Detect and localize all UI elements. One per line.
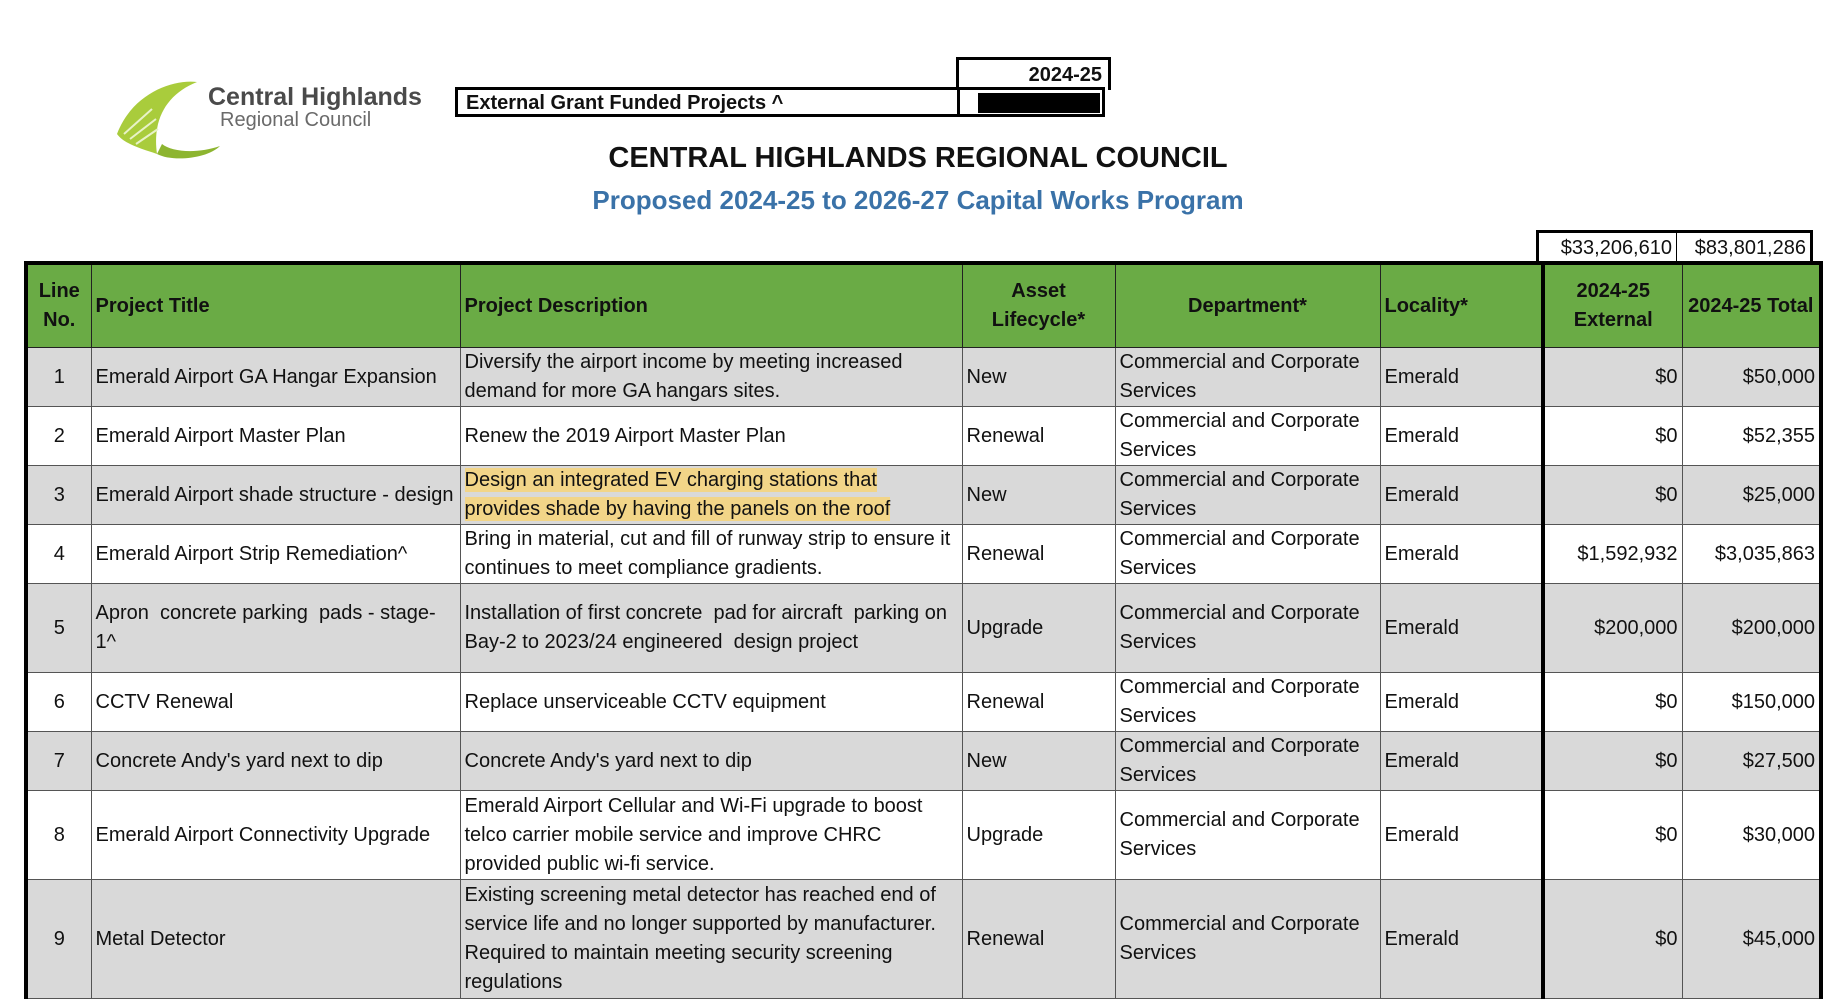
header-department: Department*: [1115, 263, 1380, 348]
cell-title: Metal Detector: [91, 880, 460, 999]
highlighted-description: Design an integrated EV charging stations that provides shade by having the panels on the roof: [464, 469, 891, 520]
table-row: [26, 791, 1821, 880]
cell-locality: Emerald: [1380, 348, 1543, 407]
header-total: 2024-25 Total: [1682, 263, 1821, 348]
cell-title: Emerald Airport GA Hangar Expansion: [91, 348, 460, 407]
cell-total: $45,000: [1682, 880, 1821, 999]
table-row: [26, 466, 1821, 525]
cell-lifecycle: Renewal: [962, 525, 1115, 584]
cell-title: Emerald Airport Strip Remediation^: [91, 525, 460, 584]
cell-title: Emerald Airport Connectivity Upgrade: [91, 791, 460, 880]
cell-total: $30,000: [1682, 791, 1821, 880]
cell-department: Commercial and Corporate Services: [1115, 348, 1380, 407]
grant-year: 2024-25: [956, 57, 1111, 90]
logo-subtitle: Regional Council: [220, 109, 372, 131]
cell-description: Concrete Andy's yard next to dip: [460, 732, 962, 791]
cell-locality: Emerald: [1380, 732, 1543, 791]
cell-lifecycle: Renewal: [962, 407, 1115, 466]
logo-name: Central Highlands: [208, 83, 422, 111]
cell-department: Commercial and Corporate Services: [1115, 466, 1380, 525]
cell-total: $200,000: [1682, 584, 1821, 673]
cell-lifecycle: Renewal: [962, 673, 1115, 732]
total-overall: $83,801,286: [1694, 237, 1806, 259]
table-row: [26, 407, 1821, 466]
cell-lifecycle: Upgrade: [962, 584, 1115, 673]
cell-description: Renew the 2019 Airport Master Plan: [460, 407, 962, 466]
grant-label: External Grant Funded Projects ^: [466, 92, 784, 114]
cell-department: Commercial and Corporate Services: [1115, 673, 1380, 732]
cell-line: 5: [26, 584, 91, 673]
cell-line: 9: [26, 880, 91, 999]
capital-works-table: [24, 261, 1823, 999]
cell-description: Diversify the airport income by meeting increased demand for more GA hangars sites.: [460, 348, 962, 407]
cell-department: Commercial and Corporate Services: [1115, 791, 1380, 880]
table-row: [26, 348, 1821, 407]
cell-locality: Emerald: [1380, 791, 1543, 880]
cell-external: $0: [1543, 407, 1682, 466]
cell-line: 8: [26, 791, 91, 880]
cell-total: $27,500: [1682, 732, 1821, 791]
cell-external: $0: [1543, 880, 1682, 999]
page-title: CENTRAL HIGHLANDS REGIONAL COUNCIL: [608, 142, 1228, 174]
cell-department: Commercial and Corporate Services: [1115, 407, 1380, 466]
cell-locality: Emerald: [1380, 673, 1543, 732]
cell-lifecycle: Upgrade: [962, 791, 1115, 880]
cell-total: $25,000: [1682, 466, 1821, 525]
header-project-description: Project Description: [460, 263, 962, 348]
cell-locality: Emerald: [1380, 466, 1543, 525]
cell-line: 1: [26, 348, 91, 407]
cell-total: $150,000: [1682, 673, 1821, 732]
grant-box: [455, 87, 1105, 117]
table-row: [26, 525, 1821, 584]
header-line-no: Line No.: [26, 263, 91, 348]
page-subtitle: Proposed 2024-25 to 2026-27 Capital Works Program: [592, 185, 1244, 215]
table-row: [26, 732, 1821, 791]
cell-lifecycle: Renewal: [962, 880, 1115, 999]
cell-total: $52,355: [1682, 407, 1821, 466]
cell-locality: Emerald: [1380, 407, 1543, 466]
total-external: $33,206,610: [1539, 233, 1677, 262]
cell-title: Emerald Airport Master Plan: [91, 407, 460, 466]
cell-external: $0: [1543, 732, 1682, 791]
redacted-cell: [978, 93, 1100, 113]
cell-title: Apron concrete parking pads - stage-1^: [91, 584, 460, 673]
cell-external: $0: [1543, 673, 1682, 732]
cell-line: 2: [26, 407, 91, 466]
cell-description: Bring in material, cut and fill of runway strip to ensure it continues to meet compliance gradients.: [460, 525, 962, 584]
cell-external: $200,000: [1543, 584, 1682, 673]
cell-total: $3,035,863: [1682, 525, 1821, 584]
table-header-row: [26, 263, 1821, 348]
cell-external: $0: [1543, 348, 1682, 407]
cell-description: Installation of first concrete pad for aircraft parking on Bay-2 to 2023/24 engineered design project: [460, 584, 962, 673]
cell-locality: Emerald: [1380, 525, 1543, 584]
header-project-title: Project Title: [91, 263, 460, 348]
cell-department: Commercial and Corporate Services: [1115, 732, 1380, 791]
table-row: [26, 584, 1821, 673]
header-external: 2024-25 External: [1543, 263, 1682, 348]
cell-external: $1,592,932: [1543, 525, 1682, 584]
cell-lifecycle: New: [962, 732, 1115, 791]
cell-department: Commercial and Corporate Services: [1115, 880, 1380, 999]
cell-line: 3: [26, 466, 91, 525]
cell-description: Existing screening metal detector has reached end of service life and no longer supported by manufacturer. Required to maintain meeting security screening regulations: [460, 880, 962, 999]
cell-line: 6: [26, 673, 91, 732]
header-locality: Locality*: [1380, 263, 1543, 348]
cell-external: $0: [1543, 466, 1682, 525]
cell-line: 4: [26, 525, 91, 584]
cell-department: Commercial and Corporate Services: [1115, 525, 1380, 584]
cell-department: Commercial and Corporate Services: [1115, 584, 1380, 673]
cell-title: Emerald Airport shade structure - design: [91, 466, 460, 525]
cell-description: Replace unserviceable CCTV equipment: [460, 673, 962, 732]
cell-line: 7: [26, 732, 91, 791]
cell-lifecycle: New: [962, 466, 1115, 525]
cell-total: $50,000: [1682, 348, 1821, 407]
totals-row: [1536, 230, 1813, 262]
header-asset-lifecycle: Asset Lifecycle*: [962, 263, 1115, 348]
cell-title: Concrete Andy's yard next to dip: [91, 732, 460, 791]
grant-divider: [957, 90, 960, 114]
cell-locality: Emerald: [1380, 880, 1543, 999]
cell-lifecycle: New: [962, 348, 1115, 407]
cell-locality: Emerald: [1380, 584, 1543, 673]
cell-title: CCTV Renewal: [91, 673, 460, 732]
cell-description: Emerald Airport Cellular and Wi-Fi upgrade to boost telco carrier mobile service and improve CHRC provided public wi-fi service.: [460, 791, 962, 880]
cell-external: $0: [1543, 791, 1682, 880]
table-row: [26, 673, 1821, 732]
table-row: [26, 880, 1821, 999]
cell-description: [460, 466, 962, 525]
